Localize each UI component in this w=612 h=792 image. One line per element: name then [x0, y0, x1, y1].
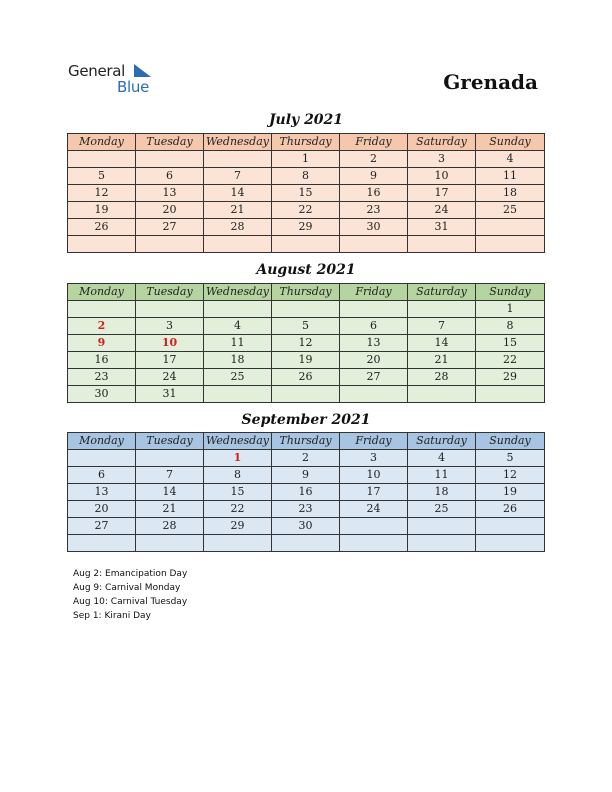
- day-cell: 21: [136, 501, 204, 518]
- weekday-header: Sunday: [476, 284, 545, 301]
- day-cell: 18: [476, 185, 545, 202]
- day-cell: 8: [476, 318, 545, 335]
- day-cell: 30: [68, 386, 136, 403]
- day-cell: 24: [136, 369, 204, 386]
- weekday-header: Monday: [68, 433, 136, 450]
- day-cell: 19: [476, 484, 545, 501]
- week-row: [68, 386, 545, 403]
- weekday-header: Thursday: [272, 284, 340, 301]
- day-cell: 11: [408, 467, 476, 484]
- empty-day-cell: [68, 450, 136, 467]
- empty-day-cell: [136, 236, 204, 253]
- empty-day-cell: [408, 386, 476, 403]
- day-cell: 16: [340, 185, 408, 202]
- empty-day-cell: [68, 301, 136, 318]
- day-cell: 26: [68, 219, 136, 236]
- day-cell: 1: [272, 151, 340, 168]
- day-cell: 9: [340, 168, 408, 185]
- day-cell: 30: [340, 219, 408, 236]
- day-cell: 25: [204, 369, 272, 386]
- week-row: [68, 484, 545, 501]
- country-title: Grenada: [443, 70, 538, 94]
- weekday-header-row: [68, 433, 545, 450]
- day-cell: 5: [476, 450, 545, 467]
- week-row: [68, 202, 545, 219]
- empty-day-cell: [272, 236, 340, 253]
- week-row: [68, 168, 545, 185]
- day-cell: 7: [136, 467, 204, 484]
- day-cell: 28: [136, 518, 204, 535]
- empty-day-cell: [136, 151, 204, 168]
- weekday-header: Wednesday: [204, 433, 272, 450]
- day-cell: 13: [340, 335, 408, 352]
- day-cell: 19: [68, 202, 136, 219]
- day-cell: 12: [272, 335, 340, 352]
- day-cell: 11: [476, 168, 545, 185]
- weekday-header: Tuesday: [136, 134, 204, 151]
- day-cell: 22: [272, 202, 340, 219]
- weekday-header: Saturday: [408, 284, 476, 301]
- brand-logo: [68, 62, 168, 96]
- empty-day-cell: [272, 535, 340, 552]
- weekday-header: Friday: [340, 433, 408, 450]
- weekday-header: Tuesday: [136, 284, 204, 301]
- holiday-notes: [73, 567, 187, 623]
- day-cell: 16: [68, 352, 136, 369]
- week-row: [68, 151, 545, 168]
- day-cell: 3: [408, 151, 476, 168]
- day-cell: 15: [272, 185, 340, 202]
- empty-day-cell: [340, 535, 408, 552]
- weekday-header: Monday: [68, 134, 136, 151]
- empty-day-cell: [408, 301, 476, 318]
- empty-day-cell: [476, 535, 545, 552]
- day-cell: 22: [476, 352, 545, 369]
- day-cell: 12: [68, 185, 136, 202]
- holiday-note: Sep 1: Kirani Day: [73, 611, 151, 621]
- weekday-header: Sunday: [476, 433, 545, 450]
- day-cell: 7: [204, 168, 272, 185]
- week-row: [68, 335, 545, 352]
- month-title-july: July 2021: [268, 112, 344, 128]
- empty-day-cell: [340, 386, 408, 403]
- week-row: [68, 535, 545, 552]
- holiday-note: Aug 2: Emancipation Day: [73, 569, 188, 579]
- week-row: [68, 467, 545, 484]
- empty-day-cell: [204, 301, 272, 318]
- day-cell: 2: [340, 151, 408, 168]
- empty-day-cell: [68, 535, 136, 552]
- day-cell: 16: [272, 484, 340, 501]
- week-row: [68, 301, 545, 318]
- holiday-note: Aug 10: Carnival Tuesday: [73, 597, 188, 607]
- day-cell: 18: [408, 484, 476, 501]
- day-cell: 23: [272, 501, 340, 518]
- day-cell: 31: [408, 219, 476, 236]
- holiday-note: Aug 9: Carnival Monday: [73, 583, 181, 593]
- weekday-header: Friday: [340, 134, 408, 151]
- empty-day-cell: [272, 301, 340, 318]
- calendar-july: [67, 133, 545, 253]
- day-cell: 5: [272, 318, 340, 335]
- day-cell: 17: [408, 185, 476, 202]
- weekday-header-row: [68, 134, 545, 151]
- day-cell: 11: [204, 335, 272, 352]
- holiday-day-cell: 10: [136, 335, 204, 352]
- day-cell: 19: [272, 352, 340, 369]
- week-row: [68, 369, 545, 386]
- day-cell: 27: [136, 219, 204, 236]
- empty-day-cell: [136, 535, 204, 552]
- day-cell: 15: [476, 335, 545, 352]
- empty-day-cell: [476, 219, 545, 236]
- day-cell: 4: [408, 450, 476, 467]
- weekday-header: Monday: [68, 284, 136, 301]
- weekday-header: Saturday: [408, 433, 476, 450]
- empty-day-cell: [136, 450, 204, 467]
- day-cell: 25: [476, 202, 545, 219]
- day-cell: 24: [408, 202, 476, 219]
- empty-day-cell: [476, 386, 545, 403]
- day-cell: 26: [272, 369, 340, 386]
- weekday-header: Thursday: [272, 433, 340, 450]
- day-cell: 6: [68, 467, 136, 484]
- empty-day-cell: [476, 236, 545, 253]
- empty-day-cell: [340, 518, 408, 535]
- week-row: [68, 236, 545, 253]
- week-row: [68, 518, 545, 535]
- day-cell: 17: [340, 484, 408, 501]
- calendar-september: [67, 432, 545, 552]
- holiday-day-cell: 1: [204, 450, 272, 467]
- day-cell: 29: [476, 369, 545, 386]
- week-row: [68, 501, 545, 518]
- empty-day-cell: [204, 151, 272, 168]
- day-cell: 21: [408, 352, 476, 369]
- empty-day-cell: [272, 386, 340, 403]
- empty-day-cell: [408, 518, 476, 535]
- weekday-header: Saturday: [408, 134, 476, 151]
- day-cell: 20: [136, 202, 204, 219]
- day-cell: 3: [136, 318, 204, 335]
- empty-day-cell: [340, 301, 408, 318]
- day-cell: 14: [136, 484, 204, 501]
- week-row: [68, 219, 545, 236]
- day-cell: 18: [204, 352, 272, 369]
- day-cell: 23: [340, 202, 408, 219]
- empty-day-cell: [204, 236, 272, 253]
- day-cell: 14: [204, 185, 272, 202]
- holiday-day-cell: 2: [68, 318, 136, 335]
- day-cell: 8: [272, 168, 340, 185]
- weekday-header: Sunday: [476, 134, 545, 151]
- day-cell: 1: [476, 301, 545, 318]
- day-cell: 8: [204, 467, 272, 484]
- day-cell: 9: [272, 467, 340, 484]
- day-cell: 20: [340, 352, 408, 369]
- day-cell: 30: [272, 518, 340, 535]
- week-row: [68, 185, 545, 202]
- day-cell: 2: [272, 450, 340, 467]
- empty-day-cell: [408, 236, 476, 253]
- empty-day-cell: [340, 236, 408, 253]
- day-cell: 10: [340, 467, 408, 484]
- day-cell: 15: [204, 484, 272, 501]
- week-row: [68, 318, 545, 335]
- weekday-header-row: [68, 284, 545, 301]
- day-cell: 5: [68, 168, 136, 185]
- day-cell: 6: [136, 168, 204, 185]
- day-cell: 27: [340, 369, 408, 386]
- day-cell: 7: [408, 318, 476, 335]
- day-cell: 29: [272, 219, 340, 236]
- week-row: [68, 352, 545, 369]
- day-cell: 12: [476, 467, 545, 484]
- day-cell: 4: [204, 318, 272, 335]
- empty-day-cell: [68, 151, 136, 168]
- day-cell: 25: [408, 501, 476, 518]
- day-cell: 17: [136, 352, 204, 369]
- day-cell: 27: [68, 518, 136, 535]
- weekday-header: Tuesday: [136, 433, 204, 450]
- day-cell: 13: [68, 484, 136, 501]
- day-cell: 10: [408, 168, 476, 185]
- day-cell: 21: [204, 202, 272, 219]
- day-cell: 13: [136, 185, 204, 202]
- day-cell: 28: [204, 219, 272, 236]
- weekday-header: Friday: [340, 284, 408, 301]
- empty-day-cell: [204, 386, 272, 403]
- day-cell: 14: [408, 335, 476, 352]
- weekday-header: Wednesday: [204, 134, 272, 151]
- weekday-header: Thursday: [272, 134, 340, 151]
- brand-flag-icon: [134, 64, 152, 78]
- day-cell: 24: [340, 501, 408, 518]
- day-cell: 4: [476, 151, 545, 168]
- brand-name-blue: Blue: [117, 78, 149, 96]
- month-title-august: August 2021: [256, 262, 356, 278]
- week-row: [68, 450, 545, 467]
- empty-day-cell: [68, 236, 136, 253]
- day-cell: 20: [68, 501, 136, 518]
- day-cell: 26: [476, 501, 545, 518]
- empty-day-cell: [408, 535, 476, 552]
- empty-day-cell: [136, 301, 204, 318]
- day-cell: 23: [68, 369, 136, 386]
- empty-day-cell: [204, 535, 272, 552]
- day-cell: 31: [136, 386, 204, 403]
- weekday-header: Wednesday: [204, 284, 272, 301]
- day-cell: 22: [204, 501, 272, 518]
- calendar-august: [67, 283, 545, 403]
- holiday-day-cell: 9: [68, 335, 136, 352]
- day-cell: 6: [340, 318, 408, 335]
- empty-day-cell: [476, 518, 545, 535]
- month-title-september: September 2021: [241, 412, 371, 428]
- day-cell: 3: [340, 450, 408, 467]
- day-cell: 29: [204, 518, 272, 535]
- brand-name-general: General: [68, 62, 126, 80]
- day-cell: 28: [408, 369, 476, 386]
